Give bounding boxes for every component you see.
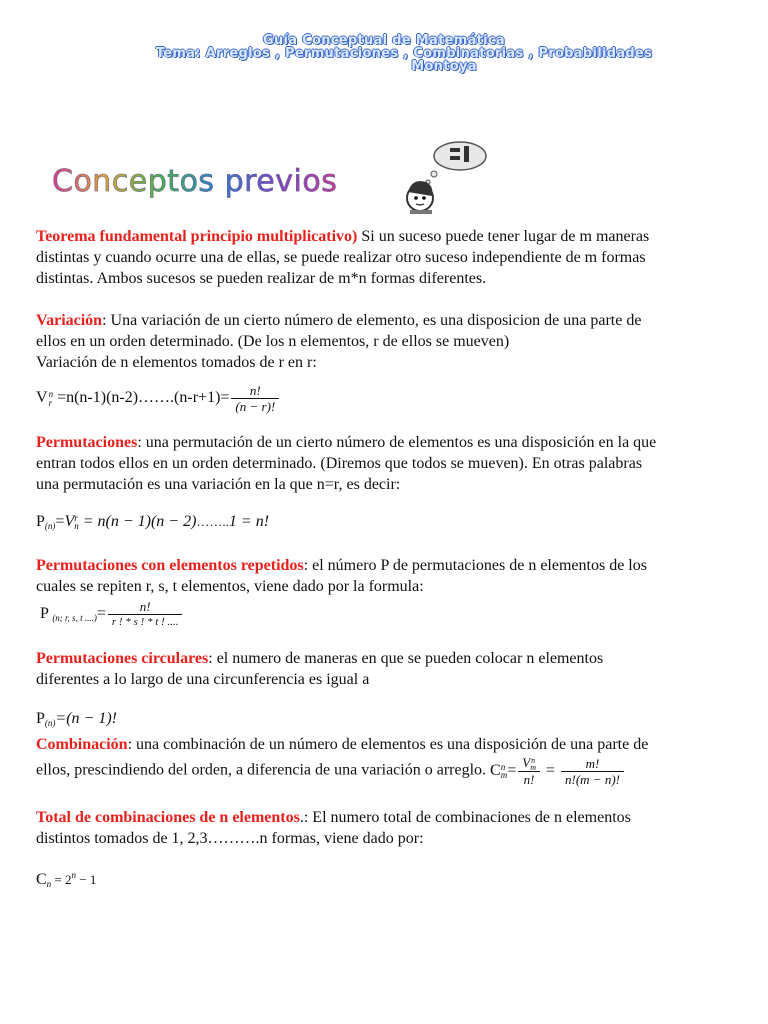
combinacion-fraction-2 bbox=[561, 756, 624, 787]
variacion-fraction-den: (n − r)! bbox=[235, 399, 276, 414]
repetidos-formula bbox=[36, 599, 736, 630]
permutaciones-formula-dots: …….. bbox=[196, 514, 229, 529]
document-header bbox=[0, 34, 768, 73]
permutaciones-paragraph bbox=[36, 432, 736, 495]
total-formula-end: − 1 bbox=[76, 872, 97, 888]
teorema-heading: Teorema fundamental principio multiplicativo) bbox=[36, 228, 358, 245]
combinacion-formula-c: C bbox=[490, 761, 501, 779]
combinacion-formula-eq: = bbox=[507, 761, 517, 779]
permutaciones-text-2: entran todos ellos en un orden determinado. (Diremos que todos se mueven). En otras palabras bbox=[36, 455, 643, 472]
combinacion-fraction-1-num-sup: n bbox=[531, 756, 536, 766]
circulares-paragraph bbox=[36, 648, 736, 690]
variacion-formula-mid: =n(n-1)(n-2)…….(n-r+1)= bbox=[53, 389, 230, 407]
repetidos-formula-eq: = bbox=[96, 605, 106, 623]
circulares-heading: Permutaciones circulares bbox=[36, 650, 209, 667]
repetidos-paragraph bbox=[36, 555, 736, 597]
teorema-paragraph bbox=[36, 226, 736, 289]
variacion-paragraph bbox=[36, 310, 736, 373]
header-line-1: Guía Conceptual de Matemática bbox=[262, 33, 505, 48]
permutaciones-formula-rest: = n(n − 1)(n − 2) bbox=[78, 513, 197, 530]
repetidos-text-1: : el número P de permutaciones de n elementos de los bbox=[303, 557, 647, 574]
repetidos-formula-sub: (n; r, s, t ....) bbox=[52, 613, 97, 624]
variacion-formula-v: V bbox=[36, 389, 48, 407]
total-formula-c: C bbox=[36, 871, 47, 889]
repetidos-formula-p: P bbox=[40, 605, 49, 623]
thinking-child-clipart-icon bbox=[398, 134, 518, 214]
document-body bbox=[36, 226, 736, 895]
total-text-1: .: El numero total de combinaciones de n elementos bbox=[299, 809, 631, 827]
permutaciones-formula-v: V bbox=[64, 513, 75, 530]
total-formula-sub: n bbox=[46, 879, 52, 890]
permutaciones-formula bbox=[36, 511, 736, 537]
combinacion-fraction-2-den: n!(m − n)! bbox=[565, 771, 620, 787]
total-formula bbox=[36, 865, 736, 895]
combinacion-formula bbox=[490, 755, 626, 788]
permutaciones-formula-p: P bbox=[36, 513, 45, 530]
permutaciones-formula-end: 1 = n! bbox=[228, 513, 270, 530]
variacion-text-2: ellos en un orden determinado. (De los n elementos, r de ellos se mueven) bbox=[36, 333, 510, 350]
circulares-formula bbox=[36, 708, 736, 734]
permutaciones-formula-vsub: n bbox=[74, 521, 79, 532]
combinacion-paragraph bbox=[36, 734, 736, 787]
total-text-2: distintos tomados de 1, 2,3……….n formas, viene dado por: bbox=[36, 830, 424, 848]
variacion-fraction bbox=[231, 383, 279, 414]
combinacion-formula-csup: n bbox=[500, 762, 506, 773]
permutaciones-text-3: una permutación es una variación en la que n=r, es decir: bbox=[36, 476, 401, 493]
combinacion-text-2: ellos, prescindiendo del orden, a diferencia de una variación o arreglo. bbox=[36, 761, 491, 779]
repetidos-text-2: cuales se repiten r, s, t elementos, viene dado por la formula: bbox=[36, 578, 424, 595]
permutaciones-formula-eq: = bbox=[55, 513, 65, 530]
combinacion-text-1: : una combinación de un número de elementos es una disposición de una parte de bbox=[127, 736, 649, 753]
circulares-text-2: diferentes a lo largo de una circunferencia es igual a bbox=[36, 671, 370, 688]
permutaciones-text-1: : una permutación de un cierto número de elementos es una disposición en la que bbox=[137, 434, 657, 451]
combinacion-formula-eq2: = bbox=[541, 761, 559, 779]
variacion-formula bbox=[36, 383, 736, 414]
combinacion-fraction-1-num: V bbox=[522, 755, 531, 770]
combinacion-fraction-2-num: m! bbox=[561, 756, 624, 772]
circulares-formula-p: P bbox=[36, 710, 45, 727]
total-heading: Total de combinaciones de n elementos bbox=[36, 809, 300, 827]
combinacion-fraction-1-num-sub: m bbox=[530, 763, 536, 773]
permutaciones-formula-psub: (n) bbox=[44, 521, 56, 531]
variacion-text-3: Variación de n elementos tomados de r en r: bbox=[36, 354, 317, 371]
permutaciones-heading: Permutaciones bbox=[36, 434, 138, 451]
circulares-formula-rest: =(n − 1)! bbox=[55, 710, 117, 727]
total-formula-sup: n bbox=[71, 870, 77, 881]
header-line-2: Tema: Arreglos , Permutaciones , Combinatorias , Probabilidades bbox=[155, 46, 653, 61]
page-title: Conceptos previos bbox=[52, 164, 338, 199]
variacion-fraction-num: n! bbox=[231, 383, 279, 399]
combinacion-fraction-1-den: n! bbox=[523, 772, 535, 788]
header-line-3: Montoya bbox=[411, 59, 477, 74]
variacion-formula-sup: n bbox=[48, 388, 54, 399]
variacion-formula-sub: r bbox=[48, 397, 53, 408]
repetidos-fraction-den: r ! * s ! * t ! .... bbox=[111, 616, 179, 628]
combinacion-fraction-1 bbox=[518, 755, 540, 787]
teorema-text-1: Si un suceso puede tener lugar de m maneras bbox=[357, 228, 650, 245]
teorema-text-3: distintas. Ambos sucesos se pueden realizar de m*n formas diferentes. bbox=[36, 270, 487, 287]
repetidos-fraction-num: n! bbox=[108, 599, 183, 615]
circulares-formula-sub: (n) bbox=[44, 718, 56, 728]
total-paragraph bbox=[36, 807, 736, 849]
permutaciones-formula-vsup: r bbox=[74, 513, 78, 524]
repetidos-heading: Permutaciones con elementos repetidos bbox=[36, 557, 304, 574]
total-formula-eq: = 2 bbox=[51, 872, 72, 888]
variacion-heading: Variación bbox=[36, 312, 103, 329]
circulares-text-1: : el numero de maneras en que se pueden colocar n elementos bbox=[208, 650, 604, 667]
combinacion-formula-csub: m bbox=[500, 770, 508, 781]
teorema-text-2: distintas y cuando ocurre una de ellas, se puede realizar otro suceso independiente de m formas bbox=[36, 249, 646, 266]
variacion-text-1: : Una variación de un cierto número de elemento, es una disposicion de una parte de bbox=[102, 312, 642, 329]
combinacion-heading: Combinación bbox=[36, 736, 128, 753]
repetidos-fraction bbox=[108, 599, 183, 630]
